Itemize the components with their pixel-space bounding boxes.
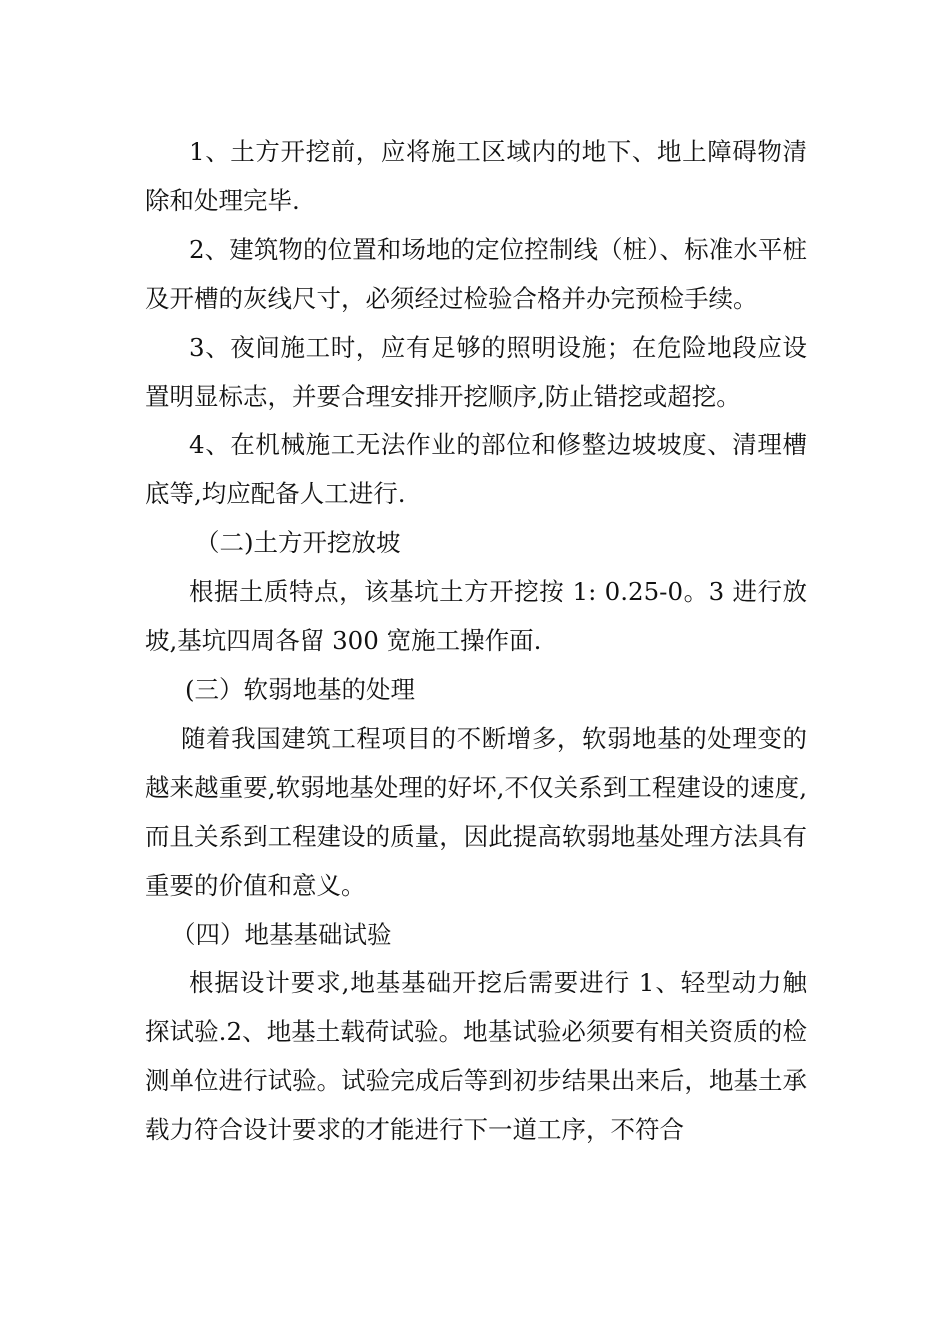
paragraph-item-7: 根据设计要求,地基基础开挖后需要进行 1、轻型动力触探试验.2、地基土载荷试验。地基试验必须要有相关资质的检测单位进行试验。试验完成后等到初步结果出来后，地基土承载力符合设计要求的才能进行下一道工序，不符合 xyxy=(145,968,807,1145)
section-heading-3: (三）软弱地基的处理 xyxy=(185,674,416,704)
paragraph-item-3: 3、夜间施工时，应有足够的照明设施；在危险地段应设置明显标志，并要合理安排开挖顺序,防止错挖或超挖。 xyxy=(145,332,807,411)
paragraph-item-4: 4、在机械施工无法作业的部位和修整边坡坡度、清理槽底等,均应配备人工进行. xyxy=(145,430,807,509)
section-heading-4: （四）地基基础试验 xyxy=(171,919,392,949)
paragraph-item-1: 1、土方开挖前，应将施工区域内的地下、地上障碍物清除和处理完毕. xyxy=(145,137,807,215)
document-body xyxy=(145,128,807,1155)
paragraph-item-2: 2、建筑物的位置和场地的定位控制线（桩）、标准水平桩及开槽的灰线尺寸，必须经过检验合格并办完预检手续。 xyxy=(145,234,807,313)
section-heading-2: （二)土方开挖放坡 xyxy=(195,528,401,558)
paragraph-item-5: 根据土质特点，该基坑土方开挖按 1: 0.25-0。3 进行放坡,基坑四周各留 300 宽施工操作面. xyxy=(145,577,807,656)
paragraph-item-6: 随着我国建筑工程项目的不断增多，软弱地基的处理变的越来越重要,软弱地基处理的好坏,不仅关系到工程建设的速度,而且关系到工程建设的质量，因此提高软弱地基处理方法具有重要的价值和意义。 xyxy=(145,723,807,900)
